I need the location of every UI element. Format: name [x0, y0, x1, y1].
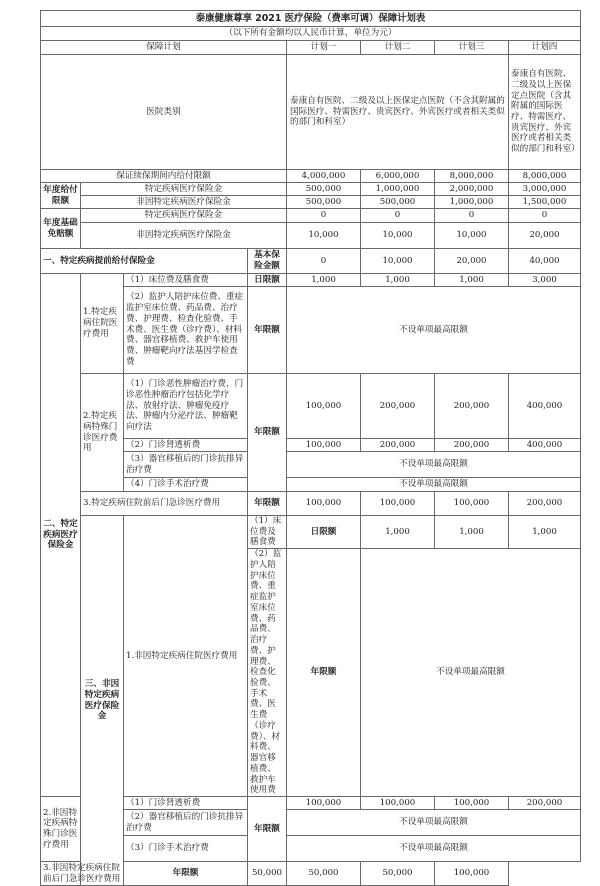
s3-outpatient-label: 2.非因特定疾病特殊门诊医疗费用 — [41, 797, 81, 862]
s2-bed-type: 日限额 — [248, 274, 287, 287]
deductible-noncritical-label: 非因特定疾病医疗保险金 — [81, 223, 287, 249]
s3-transplant-value: 不设单项最高限额 — [287, 810, 581, 836]
cell-value: 100,000 — [361, 492, 435, 516]
s2-other-value: 不设单项最高限额 — [287, 287, 581, 374]
cell-value: 200,000 — [435, 439, 509, 452]
s3-other-type: 年限额 — [287, 549, 361, 797]
cell-value: 8,000,000 — [509, 170, 581, 183]
cell-value: 10,000 — [361, 223, 435, 249]
plan-header: 计划二 — [361, 41, 435, 55]
cell-value: 100,000 — [287, 492, 361, 516]
section1-type: 基本保险金额 — [248, 249, 287, 274]
plan-header: 计划四 — [509, 41, 581, 55]
s2-inpatient-label: 1.特定疾病住院医疗费用 — [81, 274, 124, 374]
s3-surgery-value: 不设单项最高限额 — [287, 836, 581, 862]
cell-value: 1,000,000 — [361, 183, 435, 196]
cell-value: 0 — [435, 209, 509, 223]
cell-value: 40,000 — [509, 249, 581, 274]
s2-bed-row — [41, 274, 581, 287]
cell-value: 200,000 — [361, 439, 435, 452]
s3-bed-label: （1）床位费及膳食费 — [248, 516, 287, 549]
deductible-critical-row — [41, 209, 581, 223]
deductible-label: 年度基础免赔额 — [41, 209, 81, 249]
s3-prepost-type: 年限额 — [124, 862, 248, 886]
cell-value: 50,000 — [287, 862, 361, 886]
annual-limit-label: 年度给付限额 — [41, 183, 81, 209]
cell-value: 6,000,000 — [361, 170, 435, 183]
annual-limit-critical-row — [41, 183, 581, 196]
s3-prepost-label: 3.非因特定疾病住院前后门急诊医疗费用 — [41, 862, 124, 886]
table-subtitle: （以下所有金额均以人民币计算，单位为元） — [41, 27, 581, 41]
cell-value: 10,000 — [435, 223, 509, 249]
section1-label: 一、特定疾病提前给付保险金 — [41, 249, 248, 274]
cell-value: 400,000 — [509, 439, 581, 452]
annual-limit-critical-label: 特定疾病医疗保险金 — [81, 183, 287, 196]
cell-value: 20,000 — [509, 223, 581, 249]
s3-other-label: （2）监护人陪护床位费、重症监护室床位费、药品费、治疗费、护理费、检查化验费、手术费、医生费（诊疗费）、材料费、器官移植费、救护车使用费 — [248, 549, 287, 797]
cell-value: 0 — [361, 209, 435, 223]
section1-row — [41, 249, 581, 274]
s3-bed-row — [41, 516, 581, 549]
cell-value: 50,000 — [361, 862, 435, 886]
s2-other-type: 年限额 — [248, 287, 287, 374]
cell-value: 200,000 — [435, 374, 509, 439]
annual-limit-noncritical-label: 非因特定疾病医疗保险金 — [81, 196, 287, 209]
subtitle-row — [41, 27, 581, 41]
cell-value: 200,000 — [361, 374, 435, 439]
plan-table-page — [40, 10, 580, 886]
s2-tumor-label: （1）门诊恶性肿瘤治疗费，门诊恶性肿瘤治疗包括化学疗法、放射疗法、肿瘤免疫疗法、肿瘤内分泌疗法、肿瘤靶向疗法 — [124, 374, 248, 439]
plan-header-row — [41, 41, 581, 55]
cell-value: 500,000 — [287, 183, 361, 196]
cell-value: 200,000 — [509, 797, 581, 810]
cell-value: 50,000 — [248, 862, 287, 886]
cell-value: 100,000 — [435, 862, 509, 886]
cell-value: 500,000 — [361, 196, 435, 209]
cell-value: 100,000 — [361, 797, 435, 810]
plan-table — [40, 10, 581, 886]
cell-value: 1,000 — [287, 274, 361, 287]
s3-outpatient-type: 年限额 — [248, 797, 287, 862]
cell-value: 1,000,000 — [435, 196, 509, 209]
cell-value: 500,000 — [287, 196, 361, 209]
cell-value: 0 — [287, 209, 361, 223]
cell-value: 0 — [509, 209, 581, 223]
s2-surgery-label: （4）门诊手术治疗费 — [124, 478, 248, 492]
cell-value: 1,500,000 — [509, 196, 581, 209]
s3-other-value: 不设单项最高限额 — [361, 549, 581, 797]
s2-dialysis-label: （2）门诊肾透析费 — [124, 439, 248, 452]
cell-value: 100,000 — [287, 374, 361, 439]
s2-prepost-row — [41, 492, 581, 516]
cell-value: 1,000 — [361, 516, 435, 549]
title-row — [41, 11, 581, 27]
s3-dialysis-label: （1）门诊肾透析费 — [124, 797, 248, 810]
s2-surgery-value: 不设单项最高限额 — [287, 478, 581, 492]
cell-value: 20,000 — [435, 249, 509, 274]
cell-value: 10,000 — [287, 223, 361, 249]
cell-value: 2,000,000 — [435, 183, 509, 196]
cell-value: 10,000 — [361, 249, 435, 274]
s2-transplant-value: 不设单项最高限额 — [287, 452, 581, 478]
plan-header-label: 保障计划 — [41, 41, 287, 55]
cell-value: 1,000 — [435, 274, 509, 287]
section2-label: 二、特定疾病医疗保险金 — [41, 274, 81, 797]
cell-value: 3,000,000 — [509, 183, 581, 196]
cell-value: 4,000,000 — [287, 170, 361, 183]
deductible-noncritical-row — [41, 223, 581, 249]
s3-inpatient-label: 1.非因特定疾病住院医疗费用 — [124, 516, 248, 797]
cell-value: 100,000 — [435, 492, 509, 516]
s2-outpatient-label: 2.特定疾病特殊门诊医疗费用 — [81, 374, 124, 492]
cell-value: 1,000 — [509, 516, 581, 549]
s2-outpatient-type: 年限额 — [248, 374, 287, 492]
section3-label: 三、非因特定疾病医疗保险金 — [81, 516, 124, 886]
s2-other-label: （2）监护人陪护床位费、重症监护室床位费、药品费、治疗费、护理费、检查化验费、手术费、医生费（诊疗费）、材料费、器官移植费、救护车使用费、肿瘤靶向疗法基因学检查费 — [124, 287, 248, 374]
table-title: 泰康健康尊享 2021 医疗保险（费率可调）保障计划表 — [41, 11, 581, 27]
renewal-limit-label: 保证续保期间内给付限额 — [41, 170, 287, 183]
hospital-label: 医院类别 — [41, 55, 287, 170]
renewal-limit-row — [41, 170, 581, 183]
annual-limit-noncritical-row — [41, 196, 581, 209]
s2-bed-label: （1）床位费及膳食费 — [124, 274, 248, 287]
cell-value: 0 — [287, 249, 361, 274]
hospital-plans-1-3: 泰康自有医院、二级及以上医保定点医院（不含其附属的国际医疗、特需医疗、贵宾医疗、外宾医疗或者相关类似的部门和科室） — [287, 55, 509, 170]
cell-value: 8,000,000 — [435, 170, 509, 183]
cell-value: 100,000 — [287, 439, 361, 452]
plan-header: 计划三 — [435, 41, 509, 55]
s2-tumor-row — [41, 374, 581, 439]
s3-surgery-label: （3）门诊手术治疗费 — [124, 836, 248, 862]
cell-value: 1,000 — [361, 274, 435, 287]
s2-prepost-label: 3.特定疾病住院前后门急诊医疗费用 — [81, 492, 248, 516]
s3-prepost-row — [41, 862, 581, 886]
cell-value: 100,000 — [287, 797, 361, 810]
cell-value: 400,000 — [509, 374, 581, 439]
plan-header: 计划一 — [287, 41, 361, 55]
s2-prepost-type: 年限额 — [248, 492, 287, 516]
cell-value: 1,000 — [435, 516, 509, 549]
cell-value: 100,000 — [435, 797, 509, 810]
s2-transplant-label: （3）器官移植后的门诊抗排异治疗费 — [124, 452, 248, 478]
cell-value: 200,000 — [509, 492, 581, 516]
deductible-critical-label: 特定疾病医疗保险金 — [81, 209, 287, 223]
hospital-plan-4: 泰康自有医院、二级及以上医保定点医院（含其附属的国际医疗、特需医疗、贵宾医疗、外宾医疗或者相关类似的部门和科室） — [509, 55, 581, 170]
cell-value: 3,000 — [509, 274, 581, 287]
s3-transplant-label: （2）器官移植后的门诊抗排异治疗费 — [124, 810, 248, 836]
hospital-row — [41, 55, 581, 170]
s3-bed-type: 日限额 — [287, 516, 361, 549]
